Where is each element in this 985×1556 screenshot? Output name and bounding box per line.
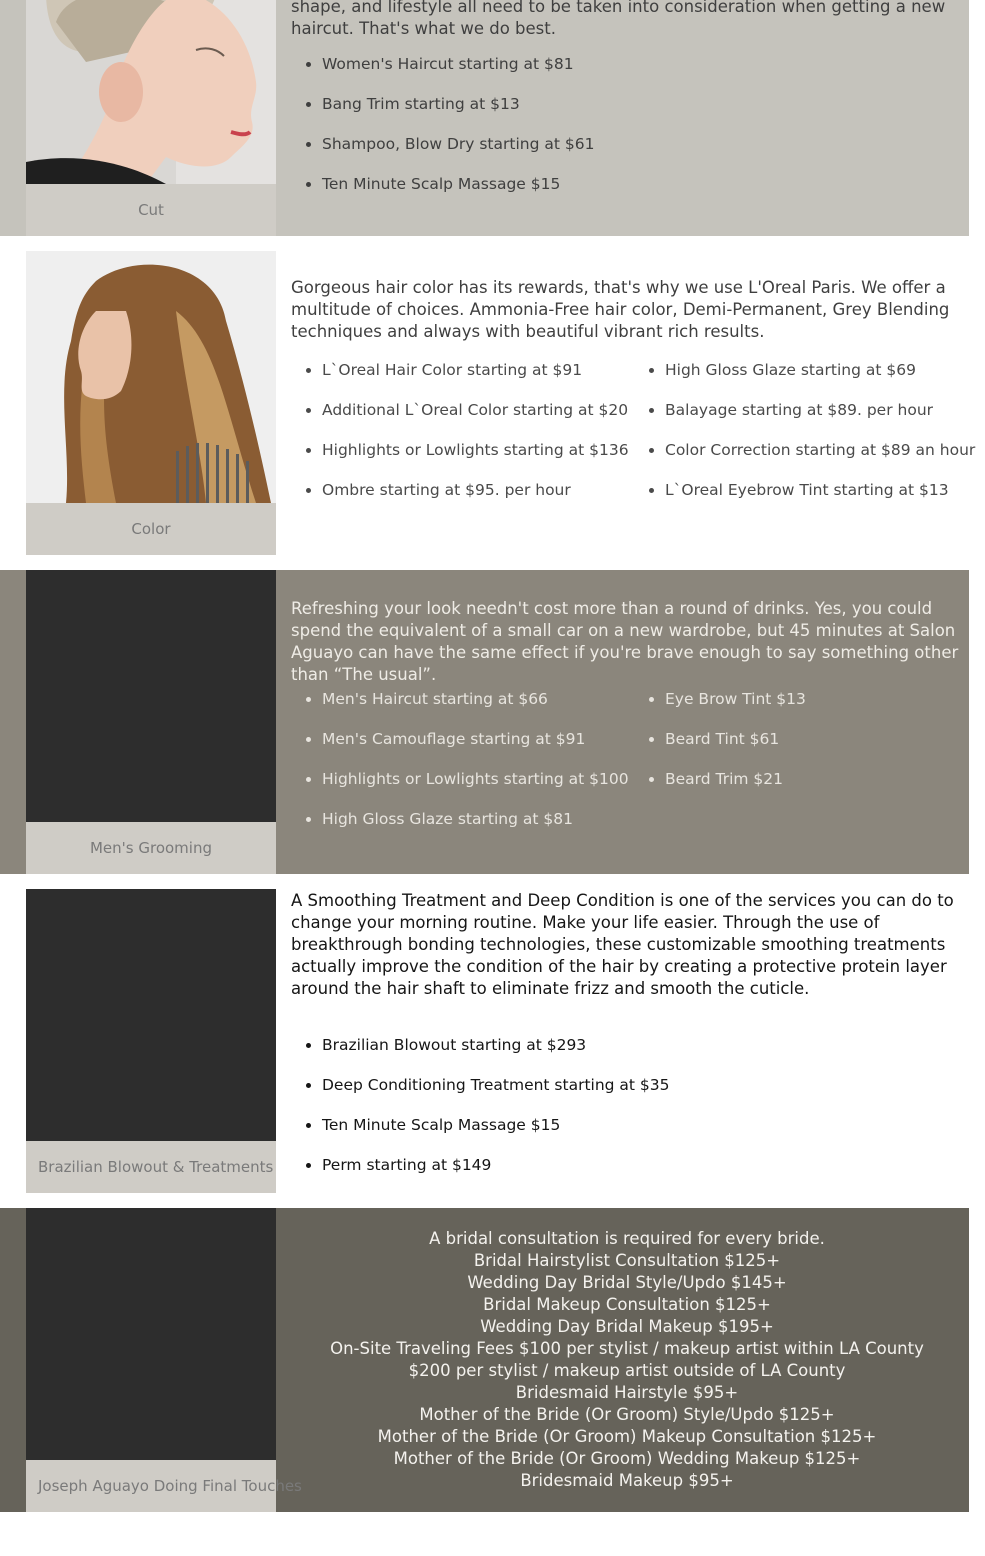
brazilian-gallery-card[interactable] bbox=[26, 889, 276, 1193]
bridal-line: On-Site Traveling Fees $100 per stylist / makeup artist within LA County bbox=[330, 1339, 924, 1358]
list-item: • Eye Brow Tint $13 bbox=[665, 689, 955, 709]
list-item: • Ten Minute Scalp Massage $15 bbox=[322, 174, 922, 194]
color-price-list-right bbox=[665, 360, 985, 500]
list-item: • Additional L`Oreal Color starting at $20 bbox=[322, 400, 632, 420]
list-item: • Color Correction starting at $89 an hour bbox=[665, 440, 985, 460]
list-item: • Women's Haircut starting at $81 bbox=[322, 54, 922, 74]
list-item: • Beard Trim $21 bbox=[665, 769, 955, 789]
bridal-line: Bridesmaid Makeup $95+ bbox=[520, 1471, 734, 1490]
list-item: • Ten Minute Scalp Massage $15 bbox=[322, 1115, 922, 1135]
list-item: • Perm starting at $149 bbox=[322, 1155, 922, 1175]
list-item: • High Gloss Glaze starting at $81 bbox=[322, 809, 632, 829]
brazilian-caption: Brazilian Blowout & Treatments bbox=[26, 1141, 276, 1193]
bridal-line: Bridal Makeup Consultation $125+ bbox=[483, 1295, 771, 1314]
list-item: • High Gloss Glaze starting at $69 bbox=[665, 360, 985, 380]
mens-grooming-section bbox=[0, 570, 969, 874]
bridal-line: Mother of the Bride (Or Groom) Makeup Consultation $125+ bbox=[377, 1427, 877, 1446]
mens-gallery-card[interactable] bbox=[26, 570, 276, 874]
list-item: • L`Oreal Eyebrow Tint starting at $13 bbox=[665, 480, 985, 500]
list-item: • Men's Camouflage starting at $91 bbox=[322, 729, 632, 749]
bridal-caption: Joseph Aguayo Doing Final Touches bbox=[26, 1460, 276, 1512]
bridal-gallery-card[interactable] bbox=[26, 1208, 302, 1512]
cut-gallery-card[interactable] bbox=[26, 0, 276, 236]
brazilian-intro: A Smoothing Treatment and Deep Condition is one of the services you can do to change your morning routine. Make your life easier. Through the use of breakthrough bonding technologies, these customizable smoothing treatments actually improve the condition of the hair by creating a protective protein layer around the hair shaft to eliminate frizz and smooth the cuticle. bbox=[291, 891, 954, 998]
list-item: • Highlights or Lowlights starting at $100 bbox=[322, 769, 632, 789]
list-item: • Deep Conditioning Treatment starting at $35 bbox=[322, 1075, 922, 1095]
color-caption: Color bbox=[26, 503, 276, 555]
color-intro: Gorgeous hair color has its rewards, that's why we use L'Oreal Paris. We offer a multitude of choices. Ammonia-Free hair color, Demi-Permanent, Grey Blending techniques and always with beautiful vibrant rich results. bbox=[291, 278, 950, 341]
list-item: • Bang Trim starting at $13 bbox=[322, 94, 922, 114]
mens-price-list-right bbox=[665, 689, 955, 789]
bridal-section bbox=[0, 1208, 969, 1512]
bridal-line: Wedding Day Bridal Makeup $195+ bbox=[480, 1317, 774, 1336]
list-item: • Ombre starting at $95. per hour bbox=[322, 480, 632, 500]
list-item: • Highlights or Lowlights starting at $136 bbox=[322, 440, 632, 460]
cut-section bbox=[0, 0, 969, 236]
mens-intro: Refreshing your look needn't cost more than a round of drinks. Yes, you could spend the equivalent of a small car on a new wardrobe, but 45 minutes at Salon Aguayo can have the same effect if you're brave enough to say something other than “The usual”. bbox=[291, 599, 959, 684]
cut-photo[interactable] bbox=[26, 0, 276, 184]
list-item: • Shampoo, Blow Dry starting at $61 bbox=[322, 134, 922, 154]
bridal-line: A bridal consultation is required for every bride. bbox=[429, 1229, 825, 1248]
bridal-line: Mother of the Bride (Or Groom) Wedding Makeup $125+ bbox=[393, 1449, 861, 1468]
mens-photo[interactable] bbox=[26, 570, 276, 822]
bridal-line: Bridesmaid Hairstyle $95+ bbox=[515, 1383, 739, 1402]
cut-price-list bbox=[322, 54, 922, 194]
bridal-line: Wedding Day Bridal Style/Updo $145+ bbox=[467, 1273, 787, 1292]
mens-price-list-left bbox=[322, 689, 632, 829]
mens-caption: Men's Grooming bbox=[26, 822, 276, 874]
list-item: • L`Oreal Hair Color starting at $91 bbox=[322, 360, 632, 380]
bridal-line: Mother of the Bride (Or Groom) Style/Updo $125+ bbox=[419, 1405, 835, 1424]
bridal-line: $200 per stylist / makeup artist outside of LA County bbox=[408, 1361, 846, 1380]
color-photo[interactable] bbox=[26, 251, 276, 503]
cut-intro: shape, and lifestyle all need to be taken into consideration when getting a new haircut. That's what we do best. bbox=[291, 0, 946, 38]
cut-caption: Cut bbox=[26, 184, 276, 236]
bridal-photo[interactable] bbox=[26, 1208, 276, 1460]
brazilian-photo[interactable] bbox=[26, 889, 276, 1141]
bridal-line: Bridal Hairstylist Consultation $125+ bbox=[473, 1251, 781, 1270]
list-item: • Brazilian Blowout starting at $293 bbox=[322, 1035, 922, 1055]
color-section bbox=[0, 236, 976, 570]
brazilian-section bbox=[0, 874, 969, 1208]
brazilian-price-list bbox=[322, 1035, 922, 1175]
color-gallery-card[interactable] bbox=[26, 251, 276, 555]
color-price-list-left bbox=[322, 360, 632, 500]
bridal-price-text bbox=[291, 1228, 963, 1492]
list-item: • Men's Haircut starting at $66 bbox=[322, 689, 632, 709]
list-item: • Beard Tint $61 bbox=[665, 729, 955, 749]
list-item: • Balayage starting at $89. per hour bbox=[665, 400, 985, 420]
